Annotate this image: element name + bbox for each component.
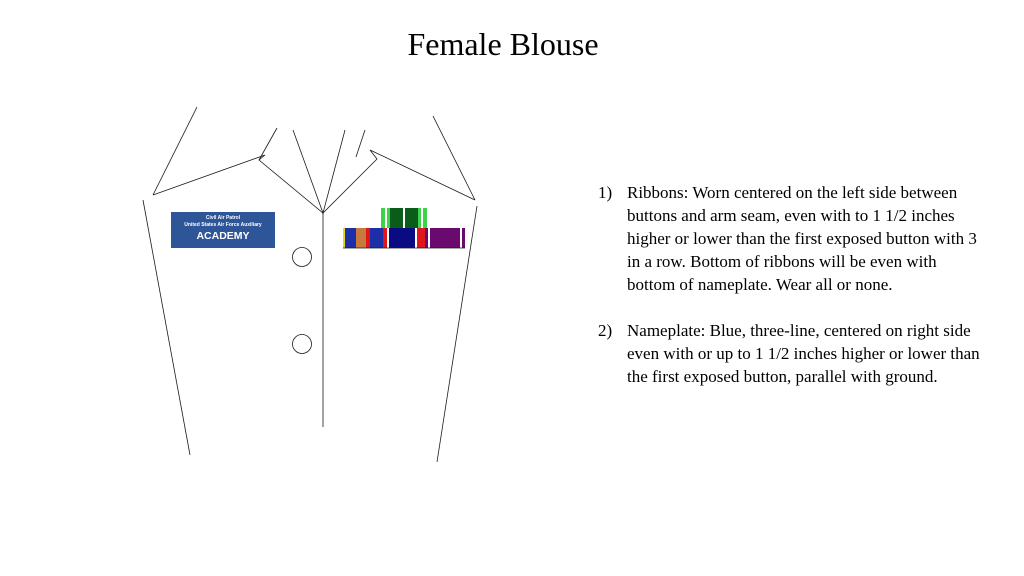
nameplate-line-2: United States Air Force Auxiliary bbox=[184, 222, 262, 228]
instruction-number: 1) bbox=[598, 183, 613, 202]
instruction-list bbox=[598, 181, 988, 388]
nameplate-line-1: Civil Air Patrol bbox=[205, 215, 241, 221]
instruction-item-nameplate bbox=[598, 319, 988, 388]
ribbon-stripe bbox=[366, 228, 370, 248]
instruction-item-ribbons bbox=[598, 181, 988, 296]
ribbon-bottom-left bbox=[343, 228, 383, 248]
ribbon-bottom-middle bbox=[383, 228, 425, 248]
nameplate bbox=[171, 212, 275, 248]
button-top bbox=[293, 248, 312, 267]
page-title: Female Blouse bbox=[407, 26, 599, 62]
right-collar-point bbox=[356, 130, 365, 157]
ribbon-stripe bbox=[421, 208, 423, 228]
ribbon-stripe bbox=[383, 228, 387, 248]
ribbon-stripe bbox=[425, 228, 465, 248]
instruction-text: Nameplate: Blue, three-line, centered on right side even with or up to 1 1/2 inches higher or lower than the first exposed button, parallel with ground. bbox=[627, 321, 980, 386]
right-collar bbox=[323, 130, 475, 213]
ribbon-top bbox=[381, 208, 427, 228]
ribbon-stripe bbox=[417, 228, 425, 248]
button-middle bbox=[293, 335, 312, 354]
instruction-number: 2) bbox=[598, 321, 613, 340]
nameplate-line-3: ACADEMY bbox=[196, 230, 250, 242]
ribbon-stripe bbox=[385, 208, 387, 228]
ribbon-rack bbox=[343, 208, 465, 248]
ribbon-bottom-right bbox=[425, 228, 465, 248]
ribbon-stripe bbox=[428, 228, 430, 248]
ribbon-stripe bbox=[415, 228, 417, 248]
left-collar bbox=[153, 130, 323, 213]
ribbon-stripe bbox=[387, 228, 389, 248]
ribbon-stripe bbox=[343, 228, 345, 248]
blouse-outline bbox=[143, 107, 477, 462]
left-collar-point bbox=[259, 128, 277, 160]
instruction-text: Ribbons: Worn centered on the left side between buttons and arm seam, even with to 1 1/2 inches higher or lower than the first exposed button with 3 in a row. Bottom of ribbons will be even with bottom of nameplate. Wear all or none. bbox=[627, 183, 977, 294]
ribbon-stripe bbox=[460, 228, 462, 248]
ribbon-stripe bbox=[403, 208, 405, 228]
right-shoulder-line bbox=[433, 116, 475, 200]
